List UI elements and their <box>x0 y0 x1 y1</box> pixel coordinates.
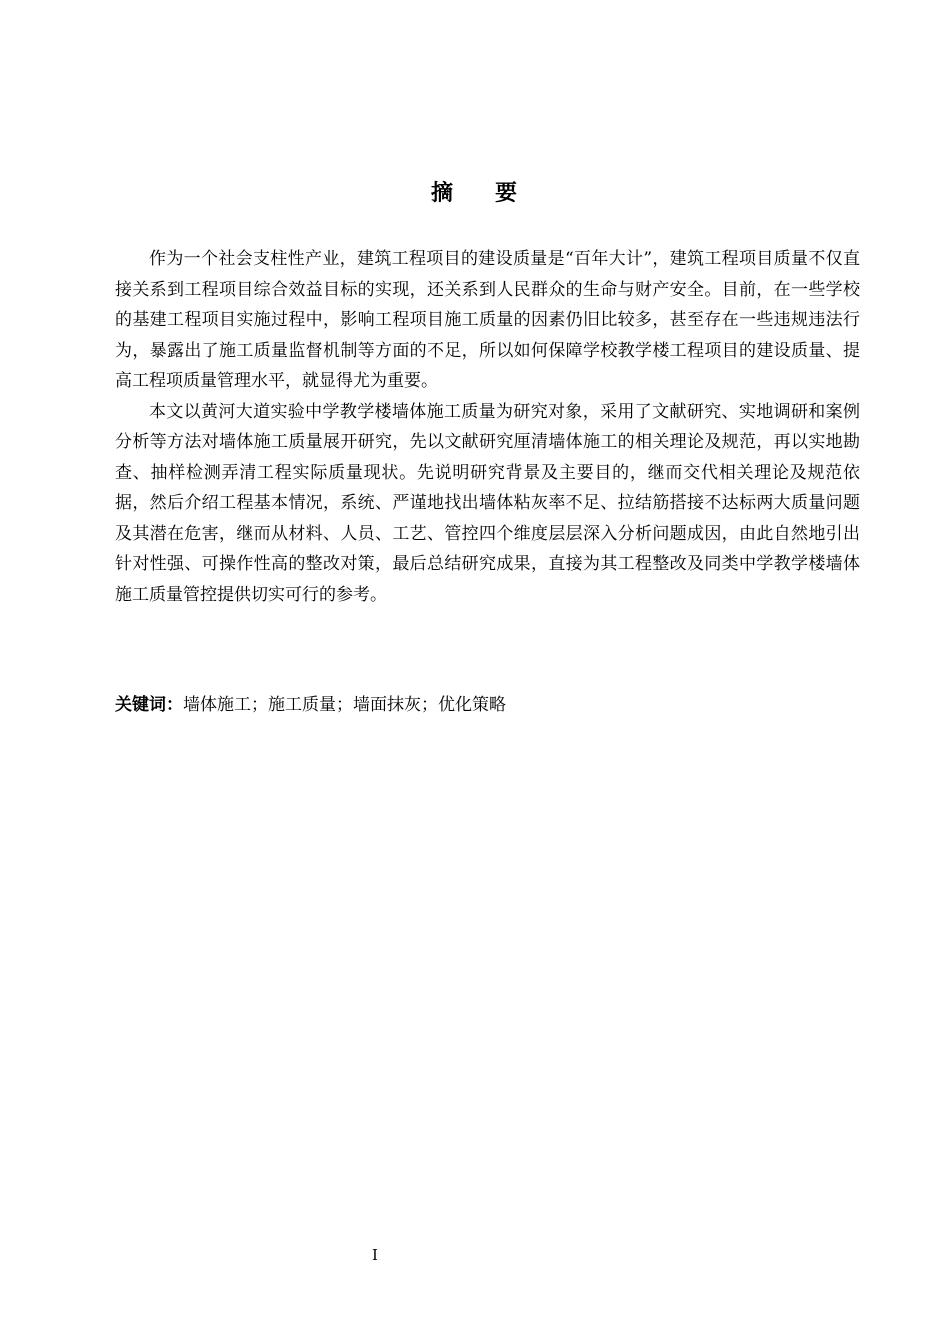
abstract-paragraph-2: 本文以黄河大道实验中学教学楼墙体施工质量为研究对象，采用了文献研究、实地调研和案例分析等方法对墙体施工质量展开研究，先以文献研究厘清墙体施工的相关理论及规范，再以实地勘查、抽样检测弄清工程实际质量现状。先说明研究背景及主要目的，继而交代相关理论及规范依据，然后介绍工程基本情况，系统、严谨地找出墙体粘灰率不足、拉结筋搭接不达标两大质量问题及其潜在危害，继而从材料、人员、工艺、管控四个维度层层深入分析问题成因，由此自然地引出针对性强、可操作性高的整改对策，最后总结研究成果，直接为其工程整改及同类中学教学楼墙体施工质量管控提供切实可行的参考。 <box>115 401 860 605</box>
keywords-label: 关键词： <box>115 695 183 715</box>
keywords-text: 墙体施工；施工质量；墙面抹灰；优化策略 <box>183 695 506 715</box>
keywords-line <box>115 690 860 720</box>
abstract-paragraph-1: 作为一个社会支柱性产业，建筑工程项目的建设质量是“百年大计”，建筑工程项目质量不仅直接关系到工程项目综合效益目标的实现，还关系到人民群众的生命与财产安全。目前，在一些学校的基建工程项目实施过程中，影响工程项目施工质量的因素仍旧比较多，甚至存在一些违规违法行为，暴露出了施工质量监督机制等方面的不足，所以如何保障学校教学楼工程项目的建设质量、提高工程项质量管理水平，就显得尤为重要。 <box>115 249 860 391</box>
page-number: I <box>372 1246 378 1264</box>
abstract-title-char-2: 要 <box>495 181 520 206</box>
abstract-body <box>115 244 860 610</box>
abstract-title <box>0 176 950 207</box>
abstract-title-char-1: 摘 <box>430 181 455 206</box>
